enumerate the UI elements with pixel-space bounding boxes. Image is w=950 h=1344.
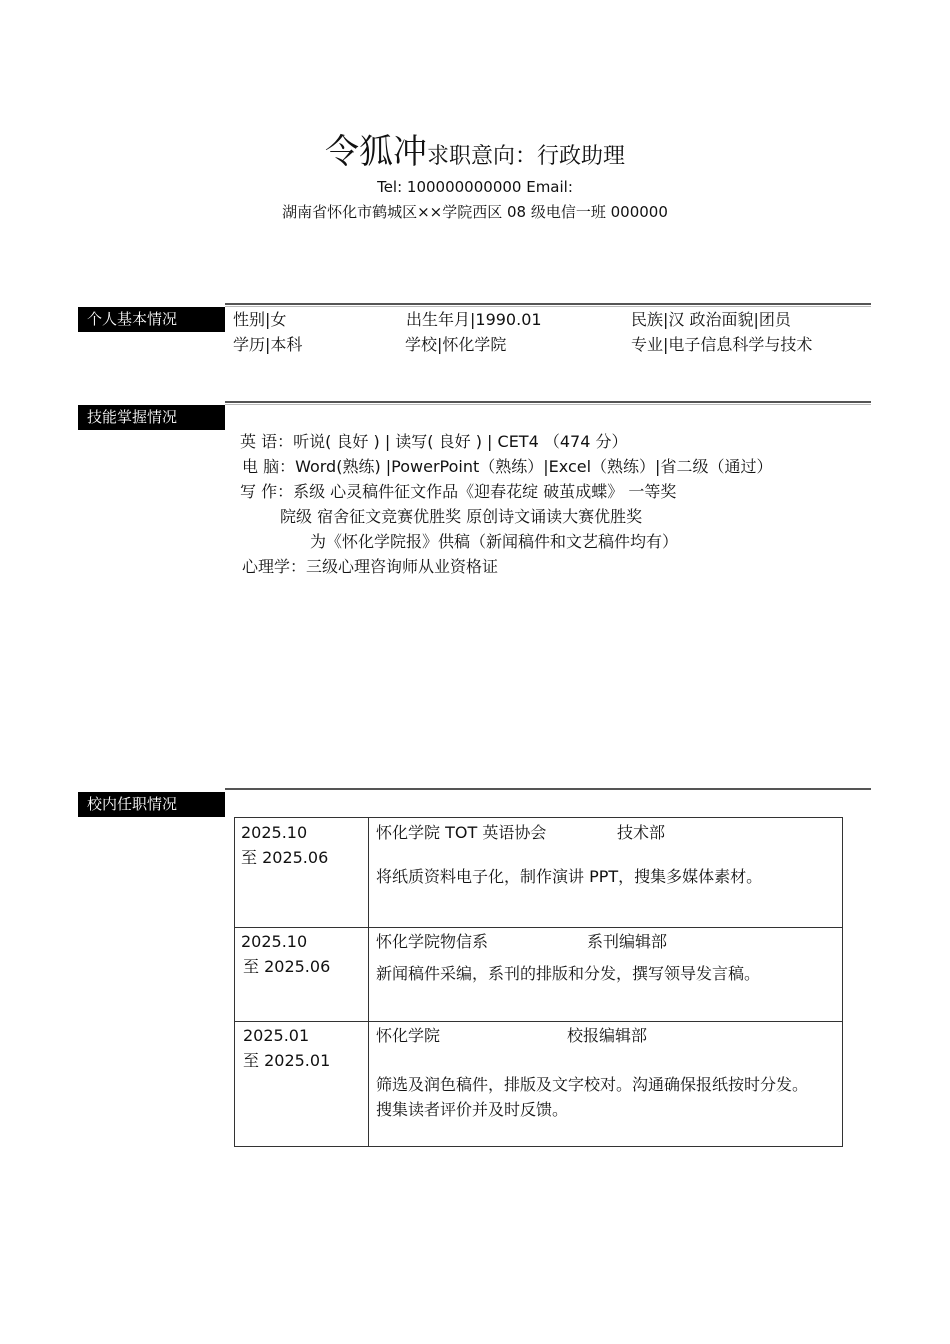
table-row-2-org: 怀化学院物信系 [376,932,489,951]
table-row-3-from: 2025.01 [243,1026,310,1045]
section-personal-rule [225,303,871,305]
personal-education: 学历|本科 [233,335,303,354]
personal-gender: 性别|女 [233,310,287,329]
table-row-divider [235,1021,842,1022]
job-intent: 求职意向：行政助理 [426,144,625,169]
table-row-2-from: 2025.10 [241,932,308,951]
table-row-2-dept: 系刊编辑部 [587,932,668,951]
header-title [0,130,950,179]
personal-major: 专业|电子信息科学与技术 [631,335,813,354]
personal-ethnicity-politics: 民族|汉 政治面貌|团员 [631,310,791,329]
address-line: 湖南省怀化市鹤城区××学院西区 08 级电信一班 000000 [282,203,668,221]
table-row-3-desc-2: 搜集读者评价并及时反馈。 [376,1100,569,1119]
candidate-name: 令狐冲 [324,132,427,172]
section-skills-title: 技能掌握情况 [78,405,225,430]
table-row-1-desc: 将纸质资料电子化，制作演讲 PPT，搜集多媒体素材。 [376,867,763,886]
section-skills-rule [225,401,871,403]
table-row-3-dept: 校报编辑部 [567,1026,648,1045]
section-personal-title: 个人基本情况 [78,307,225,332]
table-column-divider [368,818,369,1146]
personal-birth: 出生年月|1990.01 [406,310,542,329]
skill-line-english: 英 语：听说( 良好 ) | 读写( 良好 ) | CET4 （474 分） [240,432,628,451]
table-row-1-from: 2025.10 [241,823,308,842]
skill-line-computer: 电 脑：Word(熟练) |PowerPoint（熟练）|Excel（熟练）|省二级（通过） [242,457,773,476]
table-row-3-to: 至 2025.01 [243,1051,331,1070]
table-row-3-org: 怀化学院 [376,1026,441,1045]
table-row-3-desc: 筛选及润色稿件，排版及文字校对。沟通确保报纸按时分发。 [376,1075,809,1094]
table-row-1-org: 怀化学院 TOT 英语协会 [376,823,547,842]
section-skills-rule-thin [225,404,871,405]
positions-table [234,817,843,1147]
personal-school: 学校|怀化学院 [405,335,507,354]
skill-line-writing: 写 作：系级 心灵稿件征文作品《迎春花绽 破茧成蝶》 一等奖 [240,482,677,501]
table-row-2-desc: 新闻稿件采编，系刊的排版和分发，撰写领导发言稿。 [376,964,761,983]
skill-line-writing-2: 院级 宿舍征文竞赛优胜奖 原创诗文诵读大赛优胜奖 [280,507,643,526]
table-row-1-to: 至 2025.06 [241,848,329,867]
contact-line: Tel: 100000000000 Email: [377,178,573,196]
section-positions-title: 校内任职情况 [78,792,225,817]
section-positions-rule [225,788,871,790]
table-row-divider [235,927,842,928]
table-row-2-to: 至 2025.06 [243,957,331,976]
skill-line-writing-3: 为《怀化学院报》供稿（新闻稿件和文艺稿件均有） [310,532,679,551]
table-row-1-dept: 技术部 [617,823,666,842]
skill-line-psychology: 心理学：三级心理咨询师从业资格证 [242,557,499,576]
